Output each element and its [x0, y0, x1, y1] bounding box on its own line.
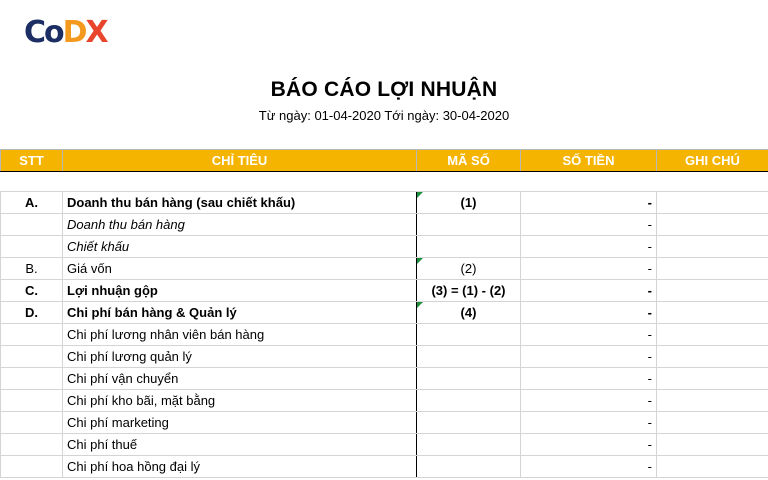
row-label[interactable]: Chi phí bán hàng & Quản lý [63, 302, 417, 324]
table-row [1, 236, 768, 258]
row-stt[interactable]: B. [1, 258, 63, 280]
row-note[interactable] [657, 214, 768, 236]
table-row [1, 368, 768, 390]
report-date-range: Từ ngày: 01-04-2020 Tới ngày: 30-04-2020 [258, 108, 510, 123]
row-note[interactable] [657, 324, 768, 346]
row-amount[interactable]: - [521, 346, 657, 368]
codx-logo [24, 12, 107, 52]
row-code[interactable] [417, 236, 521, 258]
row-stt[interactable] [1, 456, 63, 478]
row-note[interactable] [657, 434, 768, 456]
row-stt[interactable] [1, 434, 63, 456]
row-stt[interactable] [1, 346, 63, 368]
row-code-text: (2) [460, 261, 477, 276]
row-amount[interactable]: - [521, 456, 657, 478]
row-stt[interactable] [1, 390, 63, 412]
table-cell[interactable] [657, 172, 768, 192]
row-code-text: (4) [460, 305, 477, 320]
row-code-text: (1) [460, 195, 477, 210]
row-label[interactable]: Giá vốn [63, 258, 417, 280]
row-label[interactable]: Chi phí lương quản lý [63, 346, 417, 368]
table-cell[interactable] [521, 172, 657, 192]
comment-marker-icon [417, 302, 423, 308]
table-row [1, 302, 768, 324]
table-header-row [1, 150, 768, 172]
row-label[interactable]: Chi phí vận chuyển [63, 368, 417, 390]
row-stt[interactable] [1, 412, 63, 434]
row-label[interactable]: Chi phí lương nhân viên bán hàng [63, 324, 417, 346]
table-cell[interactable] [1, 172, 63, 192]
profit-report-table [0, 149, 768, 478]
comment-marker-icon [417, 192, 423, 198]
row-amount[interactable]: - [521, 302, 657, 324]
row-code[interactable] [417, 214, 521, 236]
row-stt[interactable] [1, 214, 63, 236]
logo-d: D [62, 14, 86, 50]
row-note[interactable] [657, 368, 768, 390]
table-cell[interactable] [63, 172, 417, 192]
table-row [1, 434, 768, 456]
row-label[interactable]: Chi phí thuế [63, 434, 417, 456]
row-stt[interactable]: C. [1, 280, 63, 302]
header-ghi-chu[interactable]: GHI CHÚ [657, 150, 768, 172]
row-amount[interactable]: - [521, 412, 657, 434]
row-note[interactable] [657, 412, 768, 434]
row-note[interactable] [657, 192, 768, 214]
row-amount[interactable]: - [521, 214, 657, 236]
row-label[interactable]: Doanh thu bán hàng (sau chiết khấu) [63, 192, 417, 214]
report-title: BÁO CÁO LỢI NHUẬN [270, 78, 498, 101]
row-stt[interactable] [1, 324, 63, 346]
row-stt[interactable] [1, 236, 63, 258]
row-code[interactable] [417, 412, 521, 434]
row-amount[interactable]: - [521, 280, 657, 302]
table-row [1, 456, 768, 478]
row-code[interactable] [417, 302, 521, 324]
row-stt[interactable]: D. [1, 302, 63, 324]
row-label[interactable]: Doanh thu bán hàng [63, 214, 417, 236]
row-note[interactable] [657, 236, 768, 258]
row-label[interactable]: Chi phí marketing [63, 412, 417, 434]
row-code[interactable] [417, 390, 521, 412]
row-code[interactable] [417, 346, 521, 368]
row-label[interactable]: Chiết khấu [63, 236, 417, 258]
row-label[interactable]: Lợi nhuận gộp [63, 280, 417, 302]
row-code[interactable] [417, 192, 521, 214]
header-chi-tieu[interactable]: CHỈ TIÊU [63, 150, 417, 172]
logo-co: Co [24, 14, 63, 50]
row-amount[interactable]: - [521, 434, 657, 456]
row-note[interactable] [657, 302, 768, 324]
row-note[interactable] [657, 346, 768, 368]
table-row [1, 390, 768, 412]
row-code[interactable] [417, 456, 521, 478]
logo-x: X [85, 14, 107, 50]
row-code[interactable]: (3) = (1) - (2) [417, 280, 521, 302]
spacer-row [1, 172, 768, 192]
table-row [1, 412, 768, 434]
row-stt[interactable] [1, 368, 63, 390]
table-row [1, 258, 768, 280]
row-label[interactable]: Chi phí kho bãi, mặt bằng [63, 390, 417, 412]
row-amount[interactable]: - [521, 368, 657, 390]
row-note[interactable] [657, 280, 768, 302]
header-stt[interactable]: STT [1, 150, 63, 172]
comment-marker-icon [417, 258, 423, 264]
table-row [1, 324, 768, 346]
row-note[interactable] [657, 258, 768, 280]
row-amount[interactable]: - [521, 324, 657, 346]
table-row [1, 346, 768, 368]
table-row [1, 280, 768, 302]
row-code[interactable] [417, 324, 521, 346]
row-note[interactable] [657, 390, 768, 412]
header-ma-so[interactable]: MÃ SỐ [417, 150, 521, 172]
row-amount[interactable]: - [521, 236, 657, 258]
row-stt[interactable]: A. [1, 192, 63, 214]
header-so-tien[interactable]: SỐ TIỀN [521, 150, 657, 172]
table-cell[interactable] [417, 172, 521, 192]
row-amount[interactable]: - [521, 192, 657, 214]
row-amount[interactable]: - [521, 390, 657, 412]
row-label[interactable]: Chi phí hoa hồng đại lý [63, 456, 417, 478]
row-amount[interactable]: - [521, 258, 657, 280]
table-row [1, 214, 768, 236]
table-row [1, 192, 768, 214]
row-code[interactable] [417, 434, 521, 456]
row-code[interactable] [417, 368, 521, 390]
row-note[interactable] [657, 456, 768, 478]
row-code[interactable] [417, 258, 521, 280]
